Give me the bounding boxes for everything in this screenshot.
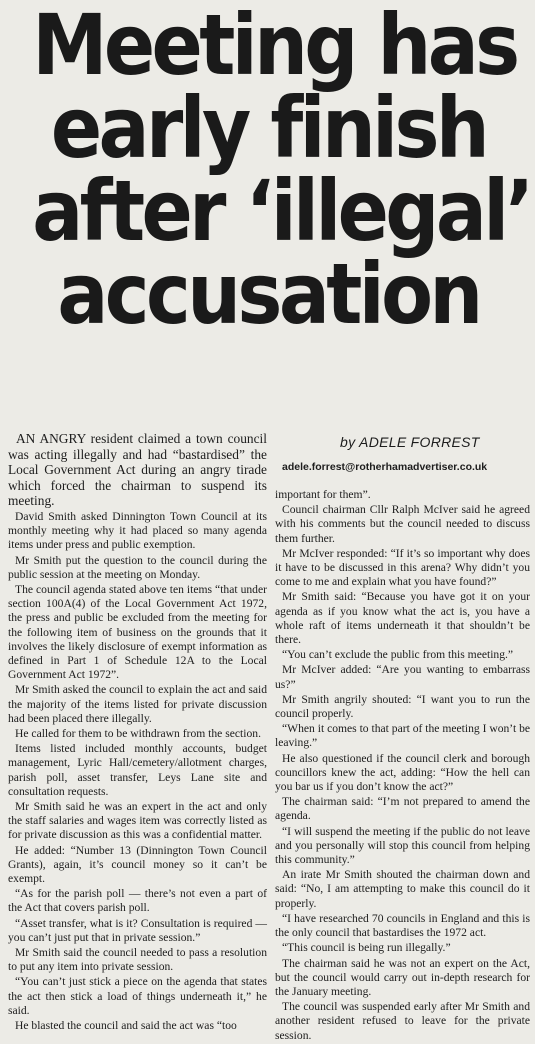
byline: by ADELE FORREST [340, 434, 480, 450]
paragraph: Mr Smith said: “Because you have got it on your agenda as if you know what the act is, you have a whole raft of items underneath it that shouldn’t be there. [275, 590, 530, 647]
paragraph: Mr Smith angrily shouted: “I want you to run the council properly. [275, 692, 530, 721]
headline-line: accusation [57, 245, 480, 343]
paragraph: The chairman said he was not an expert on the Act, but the council would carry out in-depth research for the January meeting. [275, 956, 530, 998]
headline-line: Meeting has [32, 0, 517, 94]
paragraph: AN ANGRY resident claimed a town council was acting illegally and had “bastardised” the Local Government Act during an angry tirade which forced the chairman to suspend its meeting. [8, 431, 267, 509]
article-column-left [8, 431, 267, 1034]
paragraph: He added: “Number 13 (Dinnington Town Council Grants), again, it’s council money so it can’t be exempt. [8, 843, 267, 886]
paragraph: Mr McIver added: “Are you wanting to embarrass us?” [275, 663, 530, 691]
headline-line: early finish [50, 79, 487, 177]
paragraph: Mr McIver responded: “If it’s so important why does it have to be discussed in this arena? Why didn’t you come to me and explain what you have found?” [275, 546, 530, 589]
paragraph: “Asset transfer, what is it? Consultation is required — you can’t just put that in private session.” [8, 916, 267, 944]
author-email: adele.forrest@rotherhamadvertiser.co.uk [282, 461, 488, 473]
article-column-right [275, 488, 530, 1044]
paragraph: “When it comes to that part of the meeting I won’t be leaving.” [275, 722, 531, 750]
headline [32, 0, 531, 343]
paragraph: “I have researched 70 councils in England and this is the only council that bastardises the 1972 act. [275, 911, 530, 940]
paragraph: Items listed included monthly accounts, budget management, Lyric Hall/cemetery/allotment charges, parish poll, asset transfer, Leys Lane site and consultation requests. [8, 742, 267, 798]
paragraph: “I will suspend the meeting if the public do not leave and you personally will stop this council from helping this community.” [275, 824, 530, 867]
paragraph: The council agenda stated above ten items “that under section 100A(4) of the Local Government Act 1972, the press and public be excluded from the meeting for the following item of business on the grounds that it involves the likely disclosure of exempt information as defined in Part 1 of Schedule 12A to the Local Government Act 1972”. [8, 582, 267, 682]
paragraph: Mr Smith put the question to the council during the public session at the meeting on Monday. [8, 553, 267, 581]
paragraph: David Smith asked Dinnington Town Council at its monthly meeting why it had placed so many agenda items under press and public exemption. [8, 509, 267, 552]
paragraph: The council was suspended early after Mr Smith and another resident refused to leave for the private session. [275, 1000, 530, 1042]
paragraph: Mr Smith said the council needed to pass a resolution to put any item into private session. [8, 946, 267, 974]
paragraph: Council chairman Cllr Ralph McIver said he agreed with his comments but the council needed to discuss them further. [275, 503, 530, 545]
paragraph: He called for them to be withdrawn from the section. [15, 727, 261, 741]
paragraph: Mr Smith said he was an expert in the act and only the staff salaries and wages item was correctly listed as for private discussion as this was a confidential matter. [8, 800, 267, 842]
paragraph: He also questioned if the council clerk and borough councillors knew the act, adding: “How the hell can you bar us if you don’t know the act?” [275, 751, 530, 794]
paragraph: important for them”. [275, 488, 371, 501]
headline-line: after ‘illegal’ [32, 162, 531, 260]
paragraph: “This council is being run illegally.” [282, 941, 451, 955]
paragraph: An irate Mr Smith shouted the chairman down and said: “No, I am attempting to make this council do it properly. [275, 868, 530, 910]
paragraph: He blasted the council and said the act was “too [15, 1019, 237, 1033]
paragraph: The chairman said: “I’m not prepared to amend the agenda. [275, 795, 530, 823]
paragraph: “You can’t just stick a piece on the agenda that states the act then stick a load of things underneath it,” he said. [8, 975, 267, 1017]
paragraph: “As for the parish poll — there’s not even a part of the Act that covers parish poll. [8, 887, 267, 915]
paragraph: Mr Smith asked the council to explain the act and said the majority of the items listed for private discussion had been placed there illegally. [8, 683, 267, 725]
paragraph: “You can’t exclude the public from this meeting.” [282, 648, 514, 662]
